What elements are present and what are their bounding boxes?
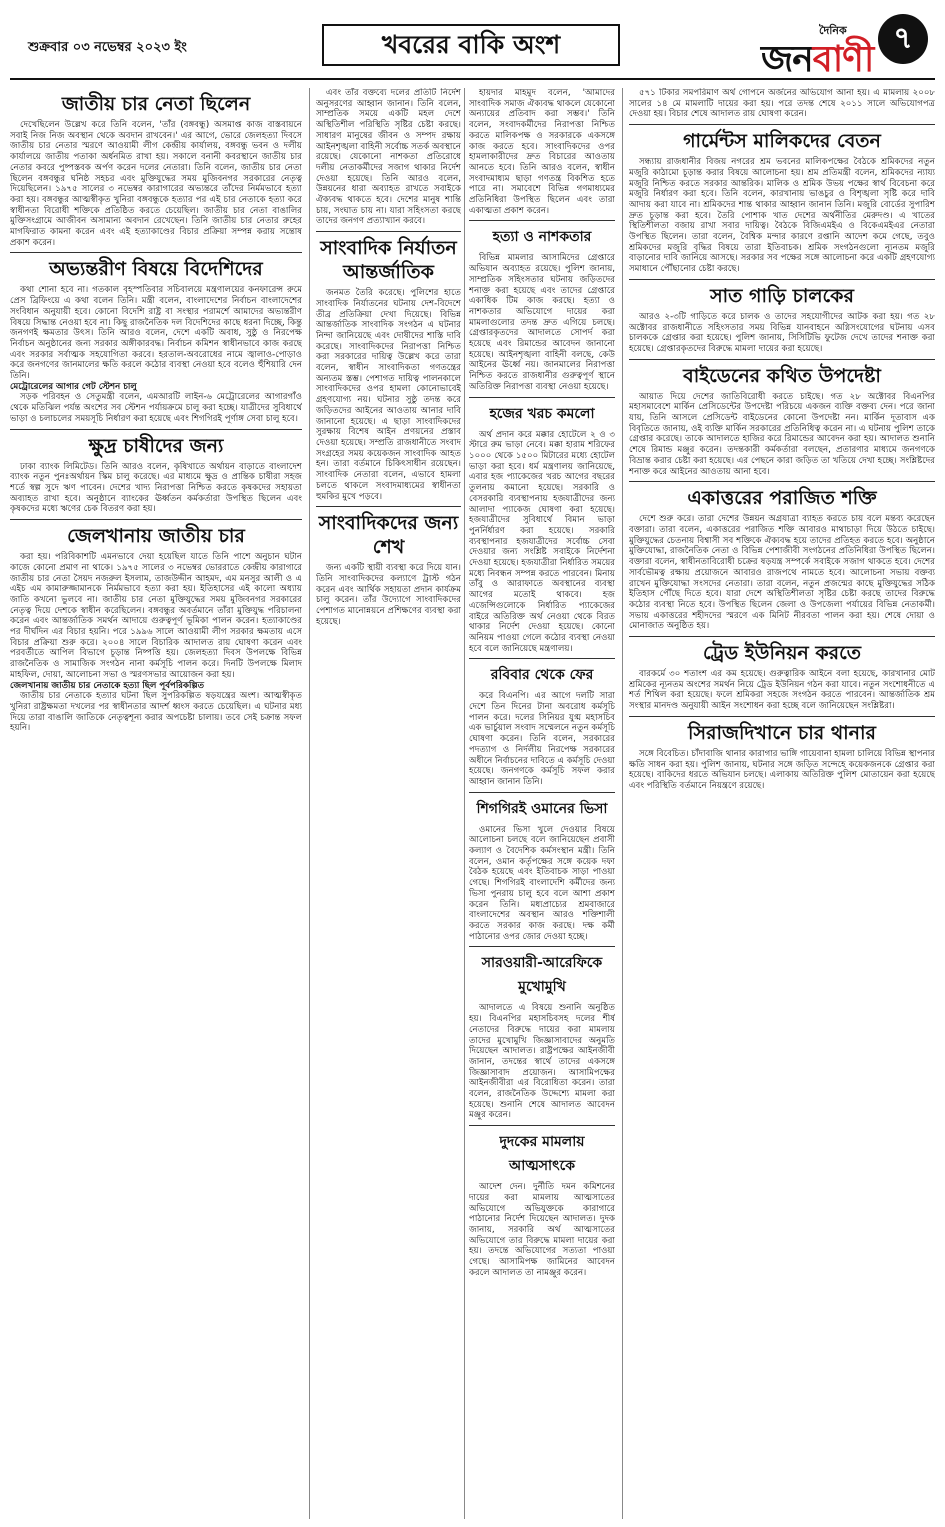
article-separator xyxy=(629,481,935,482)
article-body: দেখেছিলেন উল্লেখ করে তিনি বলেন, 'তাঁর (বঙ্গবন্ধু) অসমাপ্ত কাজ বাস্তবায়নে সবাই নিজ নিজ অবস্থান থেকে অবদান রাখবেন।' এর আগে, ভোরে জেলহত্যা দিবসে জাতীয় চার নেতার স্মরণে আওয়ামী লীগ কেন্দ্রীয় কার্যালয়, বঙ্গবন্ধু ভবন ও দলীয় কার্যালয়ে জাতীয় পতাকা অর্ধনমিত রাখা হয়। সকালে বনানী কবরস্থানে জাতীয় চার নেতার কবরে পুষ্পস্তবক অর্পণ করেন দলের নেতারা। তিনি বলেন, জাতীয় চার নেতা ছিলেন বঙ্গবন্ধুর ঘনিষ্ঠ সহচর এবং মুক্তিযুদ্ধের সময় মুজিবনগর সরকারের নেতৃত্ব দিয়েছিলেন। ১৯৭৫ সালের ৩ নভেম্বর কারাগারের অভ্যন্তরে তাঁদের নির্মমভাবে হত্যা করা হয়। বঙ্গবন্ধুর আত্মস্বীকৃত খুনিরা বঙ্গবন্ধুকে হত্যার পর এই চার নেতাকে হত্যা করে স্বাধীনতা বিরোধী শক্তিকে প্রতিষ্ঠিত করতে চেয়েছিল। জাতীয় চার নেতা বাঙালির মুক্তিসংগ্রামে আজীবন অসামান্য অবদান রেখেছেন। তিনি জাতীয় চার নেতার রুহের মাগফিরাত কামনা করেন এবং এই হত্যাকাণ্ডের বিচার প্রক্রিয়া সম্পন্ন করায় সন্তোষ প্রকাশ করেন। xyxy=(10,120,302,248)
article-headline: সাত গাড়ি চালকের xyxy=(710,284,854,307)
article xyxy=(469,225,615,392)
column-divider xyxy=(464,88,465,1519)
article-headline: শিগগিরই ওমানের ভিসা xyxy=(476,800,608,817)
article-separator xyxy=(10,429,302,430)
issue-date: শুক্রবার ০৩ নভেম্বর ২০২৩ ইং xyxy=(28,40,187,55)
article-body: আরও ২-৩টি গাড়িতে করে চালক ও তাদের সহযোগীদের আটক করা হয়। গত ২৮ অক্টোবর রাজধানীতে সহিংসতার সময় বিভিন্ন যানবাহনে অগ্নিসংযোগের ঘটনায় এসব চালককে গ্রেপ্তার করা হয়েছে। পুলিশ জানায়, সিসিটিভি ফুটেজ দেখে তাদের শনাক্ত করা হয়েছে। গ্রেপ্তারকৃতদের বিরুদ্ধে মামলা দায়ের করা হয়েছে। xyxy=(629,311,935,354)
article-headline: হজের খরচ কমলো xyxy=(489,405,595,422)
article-headline: সাংবাদিকদের জন্য শেখ xyxy=(318,512,459,559)
article-headline: বাইডেনের কথিত উপদেষ্টা xyxy=(683,364,881,387)
article xyxy=(10,434,302,516)
article-headline: রবিবার থেকে ফের xyxy=(490,667,594,684)
article xyxy=(469,663,615,787)
article-body: কথা শোনা হবে না। গতকাল বৃহস্পতিবার সচিবালয়ে মন্ত্রণালয়ের কনফারেন্স রুমে প্রেস ব্রিফিংয়ে এ কথা বলেন তিনি। মন্ত্রী বলেন, বাংলাদেশের নির্বাচন বাংলাদেশের সংবিধান অনুযায়ী হবে। কোনো বিদেশি রাষ্ট্র বা সংস্থার পরামর্শে আমাদের অভ্যন্তরীণ বিষয়ে সিদ্ধান্ত নেওয়া হবে না। কিছু রাজনৈতিক দল বিদেশিদের কাছে ধরনা দিচ্ছে, কিন্তু জনগণই ক্ষমতার উৎস। তিনি আরও বলেন, দেশে একটি অবাধ, সুষ্ঠু ও নিরপেক্ষ নির্বাচন অনুষ্ঠানের জন্য সরকার অঙ্গীকারবদ্ধ। নির্বাচন কমিশন স্বাধীনভাবে কাজ করছে এবং সরকার সর্বাত্মক সহযোগিতা করবে। হরতাল-অবরোধের নামে জ্বালাও-পোড়াও করে জনগণের জানমালের ক্ষতি করলে কঠোর ব্যবস্থা নেওয়া হবে বলেও হুঁশিয়ারি দেন তিনি। xyxy=(10,285,302,382)
article xyxy=(629,364,935,478)
article-body: আদালতে এ বিষয়ে শুনানি অনুষ্ঠিত হয়। বিএনপির মহাসচিবসহ দলের শীর্ষ নেতাদের বিরুদ্ধে দায়ের করা মামলায় তাদের মুখোমুখি জিজ্ঞাসাবাদের অনুমতি দিয়েছেন আদালত। রাষ্ট্রপক্ষের আইনজীবী জানান, তদন্তের স্বার্থে তাদের একসঙ্গে জিজ্ঞাসাবাদ প্রয়োজন। আসামিপক্ষের আইনজীবীরা এর বিরোধিতা করেন। তারা বলেন, রাজনৈতিক উদ্দেশ্যে মামলা করা হয়েছে। শুনানি শেষে আদালত আবেদন মঞ্জুর করেন। xyxy=(469,1003,615,1121)
article xyxy=(629,88,935,120)
article-body: জনমত তৈরি করেছে। পুলিশের হাতে সাংবাদিক নির্যাতনের ঘটনায় দেশ-বিদেশে তীব্র প্রতিক্রিয়া দেখা দিয়েছে। বিভিন্ন আন্তর্জাতিক সাংবাদিক সংগঠন এ ঘটনার নিন্দা জানিয়েছে এবং দোষীদের শাস্তি দাবি করেছে। সাংবাদিকদের নিরাপত্তা নিশ্চিত করা সরকারের দায়িত্ব উল্লেখ করে তারা বলেন, স্বাধীন সাংবাদিকতা গণতন্ত্রের অন্যতম স্তম্ভ। পেশাগত দায়িত্ব পালনকালে সাংবাদিকদের ওপর হামলা কোনোভাবেই গ্রহণযোগ্য নয়। ঘটনার সুষ্ঠু তদন্ত করে জড়িতদের আইনের আওতায় আনার দাবি জানানো হয়েছে। এ ছাড়া সাংবাদিকদের সুরক্ষায় বিশেষ আইন প্রণয়নের প্রস্তাব দেওয়া হয়েছে। সম্প্রতি রাজধানীতে সংবাদ সংগ্রহের সময় কয়েকজন সাংবাদিক আহত হন। তারা বর্তমানে চিকিৎসাধীন রয়েছেন। সাংবাদিক নেতারা বলেন, এভাবে হামলা চলতে থাকলে সংবাদমাধ্যমের স্বাধীনতা হুমকির মুখে পড়বে। xyxy=(316,288,461,502)
article-separator xyxy=(469,397,615,398)
article-headline: সারওয়ারী-আরেফিকে মুখোমুখি xyxy=(481,955,603,996)
article-body: ৫৭১ টিকার সমপরিমাণ অর্থ গোপনে অর্জনের অভিযোগ আনা হয়। এ মামলায় ২০০৮ সালের ১৪ মে মামলাটি দায়ের করা হয়। পরে তদন্ত শেষে ২০১১ সালে অভিযোগপত্র দেওয়া হয়। বিচার শেষে আদালত রায় ঘোষণা করেন। xyxy=(629,88,935,120)
article-headline: সাংবাদিক নির্যাতন আন্তর্জাতিক xyxy=(320,237,457,284)
article xyxy=(629,641,935,712)
article-headline: দুদকের মামলায় আত্মসাৎকে xyxy=(499,1134,585,1175)
article xyxy=(316,511,461,627)
article-separator xyxy=(316,231,461,232)
article-body: বিভিন্ন মামলার আসামিদের গ্রেপ্তারে অভিযান অব্যাহত রয়েছে। পুলিশ জানায়, সাম্প্রতিক সহিংসতার ঘটনায় জড়িতদের শনাক্ত করা হয়েছে এবং তাদের গ্রেপ্তারে একাধিক টিম কাজ করছে। হত্যা ও নাশকতার অভিযোগে দায়ের করা মামলাগুলোর তদন্ত দ্রুত এগিয়ে চলছে। গ্রেপ্তারকৃতদের আদালতে সোপর্দ করা হয়েছে এবং রিমান্ডের আবেদন জানানো হয়েছে। আইনশৃঙ্খলা বাহিনী বলছে, কেউ আইনের ঊর্ধ্বে নয়। জানমালের নিরাপত্তা নিশ্চিত করতে রাজধানীর গুরুত্বপূর্ণ স্থানে অতিরিক্ত নিরাপত্তা ব্যবস্থা নেওয়া হয়েছে। xyxy=(469,253,615,392)
column-3 xyxy=(629,88,935,1519)
article-headline: সিরাজদিখানে চার থানার xyxy=(688,721,876,744)
article-separator xyxy=(629,636,935,637)
article-body: আয়াত দিয়ে দেশের জাতিবিরোধী করতে চাইছে। গত ২৮ অক্টোবর বিএনপির মহাসমাবেশে মার্কিন প্রেসিডেন্টের উপদেষ্টা পরিচয়ে একজন ব্যক্তি বক্তব্য দেন। পরে জানা যায়, তিনি আসলে প্রেসিডেন্ট বাইডেনের কোনো উপদেষ্টা নন। মার্কিন দূতাবাস এক বিবৃতিতে জানায়, ওই ব্যক্তি মার্কিন সরকারের প্রতিনিধিত্ব করেন না। এ ঘটনায় পুলিশ তাকে গ্রেপ্তার করেছে। তাকে আদালতে হাজির করে রিমান্ডের আবেদন করা হয়। আদালত শুনানি শেষে রিমান্ড মঞ্জুর করেন। তদন্তকারী কর্মকর্তারা বলছেন, প্রতারণার মাধ্যমে জনগণকে বিভ্রান্ত করার চেষ্টা করা হয়েছে। এর পেছনে কারা জড়িত তা খতিয়ে দেখা হচ্ছে। সংশ্লিষ্টদের শনাক্ত করে আইনের আওতায় আনা হবে। xyxy=(629,391,935,477)
article xyxy=(10,92,302,248)
article-headline: জেলখানায় জাতীয় চার xyxy=(67,525,245,548)
article-body: আদেশ দেন। দুর্নীতি দমন কমিশনের দায়ের করা মামলায় আত্মসাতের অভিযোগে অভিযুক্তকে কারাগারে পাঠানোর নির্দেশ দিয়েছেন আদালত। দুদক জানায়, সরকারি অর্থ আত্মসাতের অভিযোগে তার বিরুদ্ধে মামলা দায়ের করা হয়। তদন্তে অভিযোগের সত্যতা পাওয়া গেছে। আসামিপক্ষ জামিনের আবেদন করলে আদালত তা নামঞ্জুর করেন। xyxy=(469,1182,615,1278)
article-separator xyxy=(629,279,935,280)
article-headline: হত্যা ও নাশকতার xyxy=(492,229,592,246)
column-divider xyxy=(309,88,310,1519)
article-body: দেশে শুরু করে। তারা দেশের উন্নয়ন অগ্রযাত্রা ব্যাহত করতে চায় বলে মন্তব্য করেছেন বক্তারা। তারা বলেন, একাত্তরের পরাজিত শক্তি আবারও মাথাচাড়া দিয়ে উঠতে চাইছে। মুক্তিযুদ্ধের চেতনায় বিশ্বাসী সব শক্তিকে ঐক্যবদ্ধ হয়ে তাদের প্রতিহত করতে হবে। অনুষ্ঠানে মুক্তিযোদ্ধা, রাজনৈতিক নেতা ও বিভিন্ন পেশাজীবী সংগঠনের প্রতিনিধিরা উপস্থিত ছিলেন। বক্তারা বলেন, স্বাধীনতাবিরোধী চক্রের ষড়যন্ত্র সম্পর্কে সবাইকে সজাগ থাকতে হবে। দেশের সার্বভৌমত্ব রক্ষায় প্রয়োজনে আবারও রাজপথে নামতে হবে। আলোচনা সভায় বক্তব্য রাখেন মুক্তিযোদ্ধা সংসদের নেতারা। তারা বলেন, নতুন প্রজন্মের কাছে মুক্তিযুদ্ধের সঠিক ইতিহাস পৌঁছে দিতে হবে। যারা দেশে অস্থিতিশীলতা সৃষ্টির চেষ্টা করছে তাদের বিরুদ্ধে কঠোর ব্যবস্থা নিতে হবে। উপস্থিত ছিলেন জেলা ও উপজেলা পর্যায়ের বিভিন্ন নেতাকর্মী। সভায় একাত্তরের শহীদদের স্মরণে এক মিনিট নীরবতা পালন করা হয়। শেষে দোয়া ও মোনাজাত অনুষ্ঠিত হয়। xyxy=(629,514,935,632)
article-body: করে বিএনপি। এর আগে দলটি সারা দেশে তিন দিনের টানা অবরোধ কর্মসূচি পালন করে। দলের সিনিয়র যুগ্ম মহাসচিব এক ভার্চুয়াল সংবাদ সম্মেলনে নতুন কর্মসূচি ঘোষণা করেন। তিনি বলেন, সরকারের পদত্যাগ ও নির্দলীয় নিরপেক্ষ সরকারের অধীনে নির্বাচনের দাবিতে এ কর্মসূচি দেওয়া হয়েছে। জনগণকে কর্মসূচি সফল করার আহ্বান জানান তিনি। xyxy=(469,691,615,787)
column-2b xyxy=(469,88,615,1519)
article xyxy=(469,797,615,943)
column-2 xyxy=(316,88,461,1519)
article-body: জন্য একটি স্থায়ী ব্যবস্থা করে দিয়ে যান। তিনি সাংবাদিকদের কল্যাণে ট্রাস্ট গঠন করেন এবং আর্থিক সহায়তা প্রদান কার্যক্রম চালু করেন। তাঁর উদ্যোগে সাংবাদিকদের পেশাগত মানোন্নয়নে প্রশিক্ষণের ব্যবস্থা করা হয়েছে। xyxy=(316,563,461,627)
logo-tagline: দৈনিক xyxy=(819,24,847,37)
masthead xyxy=(0,0,945,84)
article-separator xyxy=(10,519,302,520)
article-body: জাতীয় চার নেতাকে হত্যার ঘটনা ছিল সুপরিকল্পিত ষড়যন্ত্রের অংশ। আত্মস্বীকৃত খুনিরা রাষ্ট্রক্ষমতা দখলের পর স্বাধীনতার আদর্শ ধ্বংস করতে চেয়েছিল। এ ঘটনার মধ্য দিয়ে তারা বাঙালি জাতিকে নেতৃত্বশূন্য করার অপচেষ্টা চালায়। তবে সেই চক্রান্ত সফল হয়নি। xyxy=(10,691,302,734)
article-subhead: জেলখানায় জাতীয় চার নেতাকে হত্যা ছিল পূর্বপরিকল্পিত xyxy=(10,680,205,691)
article-separator xyxy=(629,716,935,717)
article xyxy=(469,1130,615,1278)
article-separator xyxy=(629,359,935,360)
article-headline: ক্ষুদ্র চাষীদের জন্য xyxy=(88,434,224,457)
column-1 xyxy=(10,88,302,1519)
article-body: ওমানের ভিসা খুলে দেওয়ার বিষয়ে আলোচনা চলছে বলে জানিয়েছেন প্রবাসী কল্যাণ ও বৈদেশিক কর্মসংস্থান মন্ত্রী। তিনি বলেন, ওমান কর্তৃপক্ষের সঙ্গে কয়েক দফা বৈঠক হয়েছে এবং ইতিবাচক সাড়া পাওয়া গেছে। শিগগিরই বাংলাদেশি কর্মীদের জন্য ভিসা পুনরায় চালু হবে বলে আশা প্রকাশ করেন তিনি। মধ্যপ্রাচ্যের শ্রমবাজারে বাংলাদেশের অবস্থান আরও শক্তিশালী করতে সরকার কাজ করছে। দক্ষ কর্মী পাঠানোর ওপর জোর দেওয়া হচ্ছে। xyxy=(469,824,615,942)
logo-name-red: বাণী xyxy=(812,38,874,80)
section-title: খবরের বাকি অংশ xyxy=(322,24,620,66)
article-separator xyxy=(469,792,615,793)
article-headline: অভ্যন্তরীণ বিষয়ে বিদেশিদের xyxy=(49,258,263,281)
article xyxy=(629,721,935,792)
logo-name-dark: জন xyxy=(761,38,813,80)
article-separator xyxy=(469,946,615,947)
page-number-badge: ৭ xyxy=(878,14,928,64)
article-body: বারকর্মে ৩০ শতাংশ এর কম হয়েছে। গুরুত্বারিক আইনে বলা হয়েছে, কারখানার মোট শ্রমিকের ন্যূনতম অংশের সমর্থন নিয়ে ট্রেড ইউনিয়ন গঠন করা যাবে। নতুন সংশোধনীতে এ শর্ত শিথিল করা হয়েছে। ফলে শ্রমিকরা সহজে সংগঠন করতে পারবেন। আন্তর্জাতিক শ্রম সংস্থার মানদণ্ড অনুযায়ী আইন সংশোধন করা হচ্ছে বলে জানিয়েছেন সংশ্লিষ্টরা। xyxy=(629,669,935,712)
article-body: করা হয়। পরিবিকাশটি এমনভাবে দেয়া হয়েছিল যাতে তিনি পাশে অনুচান ঘটান কাজে কোনো প্রমাণ না থাকে। ১৯৭৫ সালের ৩ নভেম্বর ভোররাতে কেন্দ্রীয় কারাগারে জাতীয় চার নেতা সৈয়দ নজরুল ইসলাম, তাজউদ্দীন আহমদ, এম মনসুর আলী ও এ এইচ এম কামারুজ্জামানকে নির্মমভাবে হত্যা করা হয়। ইতিহাসের এই কালো অধ্যায় জাতি কখনো ভুলবে না। জাতীয় চার নেতা মুক্তিযুদ্ধের সময় মুজিবনগর সরকারের নেতৃত্ব দিয়ে দেশকে স্বাধীন করেছিলেন। বঙ্গবন্ধুর অবর্তমানে তাঁরা মুক্তিযুদ্ধ পরিচালনা করেন এবং আন্তর্জাতিক সমর্থন আদায়ে গুরুত্বপূর্ণ ভূমিকা পালন করেন। হত্যাকাণ্ডের পর দীর্ঘদিন এর বিচার হয়নি। পরে ১৯৯৬ সালে আওয়ামী লীগ সরকার ক্ষমতায় এসে বিচার প্রক্রিয়া শুরু করে। ২০০৪ সালে বিচারিক আদালত রায় ঘোষণা করেন এবং পরবর্তীতে আপিল বিভাগে চূড়ান্ত নিষ্পত্তি হয়। জেলহত্যা দিবস উপলক্ষে বিভিন্ন রাজনৈতিক ও সামাজিক সংগঠন নানা কর্মসূচি পালন করে। দিনটি উপলক্ষে মিলাদ মাহফিল, দোয়া, আলোচনা সভা ও স্মরণসভার আয়োজন করা হয়। xyxy=(10,552,302,680)
article xyxy=(469,88,615,216)
article-body: অর্থ প্রদান করে মক্কার হোটেলে ২ ও ৩ স্টারে রুম ভাড়া নেবে। মক্কা হারাম শরিফের ১০০০ থেকে ১৫০০ মিটারের মধ্যে হোটেল ভাড়া করা হবে। ধর্ম মন্ত্রণালয় জানিয়েছে, এবার হজ প্যাকেজের খরচ আগের বছরের তুলনায় কমানো হয়েছে। সরকারি ও বেসরকারি ব্যবস্থাপনায় হজযাত্রীদের জন্য আলাদা প্যাকেজ ঘোষণা করা হয়েছে। হজযাত্রীদের সুবিধার্থে বিমান ভাড়া পুনর্নির্ধারণ করা হয়েছে। সরকারি ব্যবস্থাপনার হজযাত্রীদের সর্বোচ্চ সেবা দেওয়ার জন্য সংশ্লিষ্ট সবাইকে নির্দেশনা দেওয়া হয়েছে। হজযাত্রীরা নির্ধারিত সময়ের মধ্যে নিবন্ধন সম্পন্ন করতে পারবেন। মিনায় তাঁবু ও আরাফাতে অবস্থানের ব্যবস্থা আগের মতোই থাকবে। হজ এজেন্সিগুলোকে নির্ধারিত প্যাকেজের বাইরে অতিরিক্ত অর্থ নেওয়া থেকে বিরত থাকার নির্দেশ দেওয়া হয়েছে। কোনো অনিয়ম পাওয়া গেলে কঠোর ব্যবস্থা নেওয়া হবে বলে জানিয়েছে মন্ত্রণালয়। xyxy=(469,429,615,654)
article-headline: জাতীয় চার নেতা ছিলেন xyxy=(61,93,251,115)
article-separator xyxy=(469,1125,615,1126)
article xyxy=(629,284,935,355)
article-separator xyxy=(10,252,302,253)
article-headline: একাত্তরের পরাজিত শক্তি xyxy=(687,487,877,510)
article-body: ঢাকা ব্যাংক লিমিটেড। তিনি আরও বলেন, কৃষিখাতে অর্থায়ন বাড়াতে বাংলাদেশ ব্যাংক নতুন পুনঃঅর্থায়ন স্কিম চালু করেছে। এর মাধ্যমে ক্ষুদ্র ও প্রান্তিক চাষীরা সহজ শর্তে স্বল্প সুদে ঋণ পাবেন। দেশের খাদ্য নিরাপত্তা নিশ্চিত করতে কৃষকদের সহায়তা অব্যাহত রাখা হবে। অনুষ্ঠানে ব্যাংকের ঊর্ধ্বতন কর্মকর্তারা উপস্থিত ছিলেন এবং কৃষকদের মধ্যে ঋণের চেক বিতরণ করা হয়। xyxy=(10,461,302,515)
article xyxy=(316,236,461,502)
article-separator xyxy=(469,658,615,659)
column-divider xyxy=(622,88,623,1519)
masthead-rule xyxy=(10,78,935,80)
article-subhead: মেট্রোরেলের আগার গেট স্টেশন চালু xyxy=(10,381,137,392)
article-separator xyxy=(629,124,935,125)
article-separator xyxy=(469,220,615,221)
article xyxy=(10,257,302,424)
article xyxy=(469,951,615,1121)
article xyxy=(629,486,935,632)
article-body: হায়দার মাহমুদ বলেন, 'আমাদের সাংবাদিক সমাজ ঐক্যবদ্ধ থাকলে যেকোনো অন্যায়ের প্রতিবাদ করা সম্ভব।' তিনি বলেন, সংবাদকর্মীদের নিরাপত্তা নিশ্চিত করতে মালিকপক্ষ ও সরকারকে একসঙ্গে কাজ করতে হবে। সাংবাদিকদের ওপর হামলাকারীদের দ্রুত বিচারের আওতায় আনতে হবে। তিনি আরও বলেন, স্বাধীন সংবাদমাধ্যম ছাড়া গণতন্ত্র বিকশিত হতে পারে না। সমাবেশে বিভিন্ন গণমাধ্যমের প্রতিনিধিরা উপস্থিত ছিলেন এবং তারা একাত্মতা প্রকাশ করেন। xyxy=(469,88,615,216)
article-body: সঙ্গে বিবেচিত। চাঁদাবাজি থানার কারাগার ভাঙ্গি গায়েবানা হামলা চালিয়ে বিভিন্ন স্থাপনার ক্ষতি সাধন করা হয়। পুলিশ জানায়, ঘটনার সঙ্গে জড়িত সন্দেহে কয়েকজনকে গ্রেপ্তার করা হয়েছে। বাকিদের ধরতে অভিযান চলছে। এলাকায় অতিরিক্ত পুলিশ মোতায়েন করা হয়েছে এবং পরিস্থিতি বর্তমানে নিয়ন্ত্রণে রয়েছে। xyxy=(629,748,935,791)
article-body: এবং তাঁর বক্তব্যে দলের প্রতিটি নির্দেশ অনুসরণের আহ্বান জানান। তিনি বলেন, সাম্প্রতিক সময়ে একটি মহল দেশে অস্থিতিশীল পরিস্থিতি সৃষ্টির চেষ্টা করছে। সাধারণ মানুষের জীবন ও সম্পদ রক্ষায় আইনশৃঙ্খলা বাহিনী সর্বোচ্চ সতর্ক অবস্থানে রয়েছে। যেকোনো নাশকতা প্রতিরোধে দলীয় নেতাকর্মীদের সজাগ থাকার নির্দেশ দেওয়া হয়েছে। তিনি আরও বলেন, উন্নয়নের ধারা অব্যাহত রাখতে সবাইকে ঐক্যবদ্ধ থাকতে হবে। দেশের মানুষ শান্তি চায়, সংঘাত চায় না। যারা সহিংসতা করছে তাদের জনগণ প্রত্যাখ্যান করবে। xyxy=(316,88,461,227)
article-headline: ট্রেড ইউনিয়ন করতে xyxy=(702,642,862,665)
logo-name xyxy=(761,32,873,92)
article xyxy=(629,129,935,275)
article-separator xyxy=(316,506,461,507)
article xyxy=(316,88,461,227)
article xyxy=(10,524,302,734)
article-headline: গার্মেন্টস মালিকদের বেতন xyxy=(683,130,881,153)
article-body: সড়ক পরিবহন ও সেতুমন্ত্রী বলেন, এমআরটি লাইন-৬ মেট্রোরেলের আগারগাঁও থেকে মতিঝিল পর্যন্ত অংশের সব স্টেশন পর্যায়ক্রমে চালু করা হচ্ছে। যাত্রীদের সুবিধার্থে ভাড়া ও চলাচলের সময়সূচি নির্ধারণ করা হয়েছে এবং শিগগিরই পূর্ণাঙ্গ সেবা চালু হবে। xyxy=(10,392,302,424)
newspaper-logo xyxy=(755,8,875,78)
article-body: সন্ধ্যায় রাজধানীর বিজয় নগরের শ্রম ভবনের মালিকপক্ষের বৈঠকে শ্রমিকদের নতুন মজুরি কাঠামো চূড়ান্ত করার বিষয়ে আলোচনা হয়। শ্রম প্রতিমন্ত্রী বলেন, শ্রমিকদের ন্যায্য মজুরি নিশ্চিত করতে সরকার আন্তরিক। মালিক ও শ্রমিক উভয় পক্ষের স্বার্থ বিবেচনা করে মজুরি নির্ধারণ করা হবে। তিনি বলেন, কারখানায় ভাঙচুর ও বিশৃঙ্খলা সৃষ্টি করে দাবি আদায় করা যাবে না। শ্রমিকদের শান্ত থাকার আহ্বান জানান তিনি। মজুরি বোর্ডের সুপারিশ দ্রুত চূড়ান্ত করা হবে। তৈরি পোশাক খাত দেশের অর্থনীতির মেরুদণ্ড। এ খাতের স্থিতিশীলতা বজায় রাখা সবার দায়িত্ব। বৈঠকে বিজিএমইএ ও বিকেএমইএর নেতারা উপস্থিত ছিলেন। তারা বলেন, বৈশ্বিক মন্দার কারণে রপ্তানি আদেশ কমে গেছে, তবুও শ্রমিকদের মজুরি বৃদ্ধির বিষয়ে তারা ইতিবাচক। শ্রমিক সংগঠনগুলো ন্যূনতম মজুরি বাড়ানোর দাবি জানিয়ে আসছে। সরকার সব পক্ষের সঙ্গে আলোচনা করে একটি গ্রহণযোগ্য সমাধানে পৌঁছানোর চেষ্টা করছে। xyxy=(629,157,935,275)
article xyxy=(469,402,615,655)
